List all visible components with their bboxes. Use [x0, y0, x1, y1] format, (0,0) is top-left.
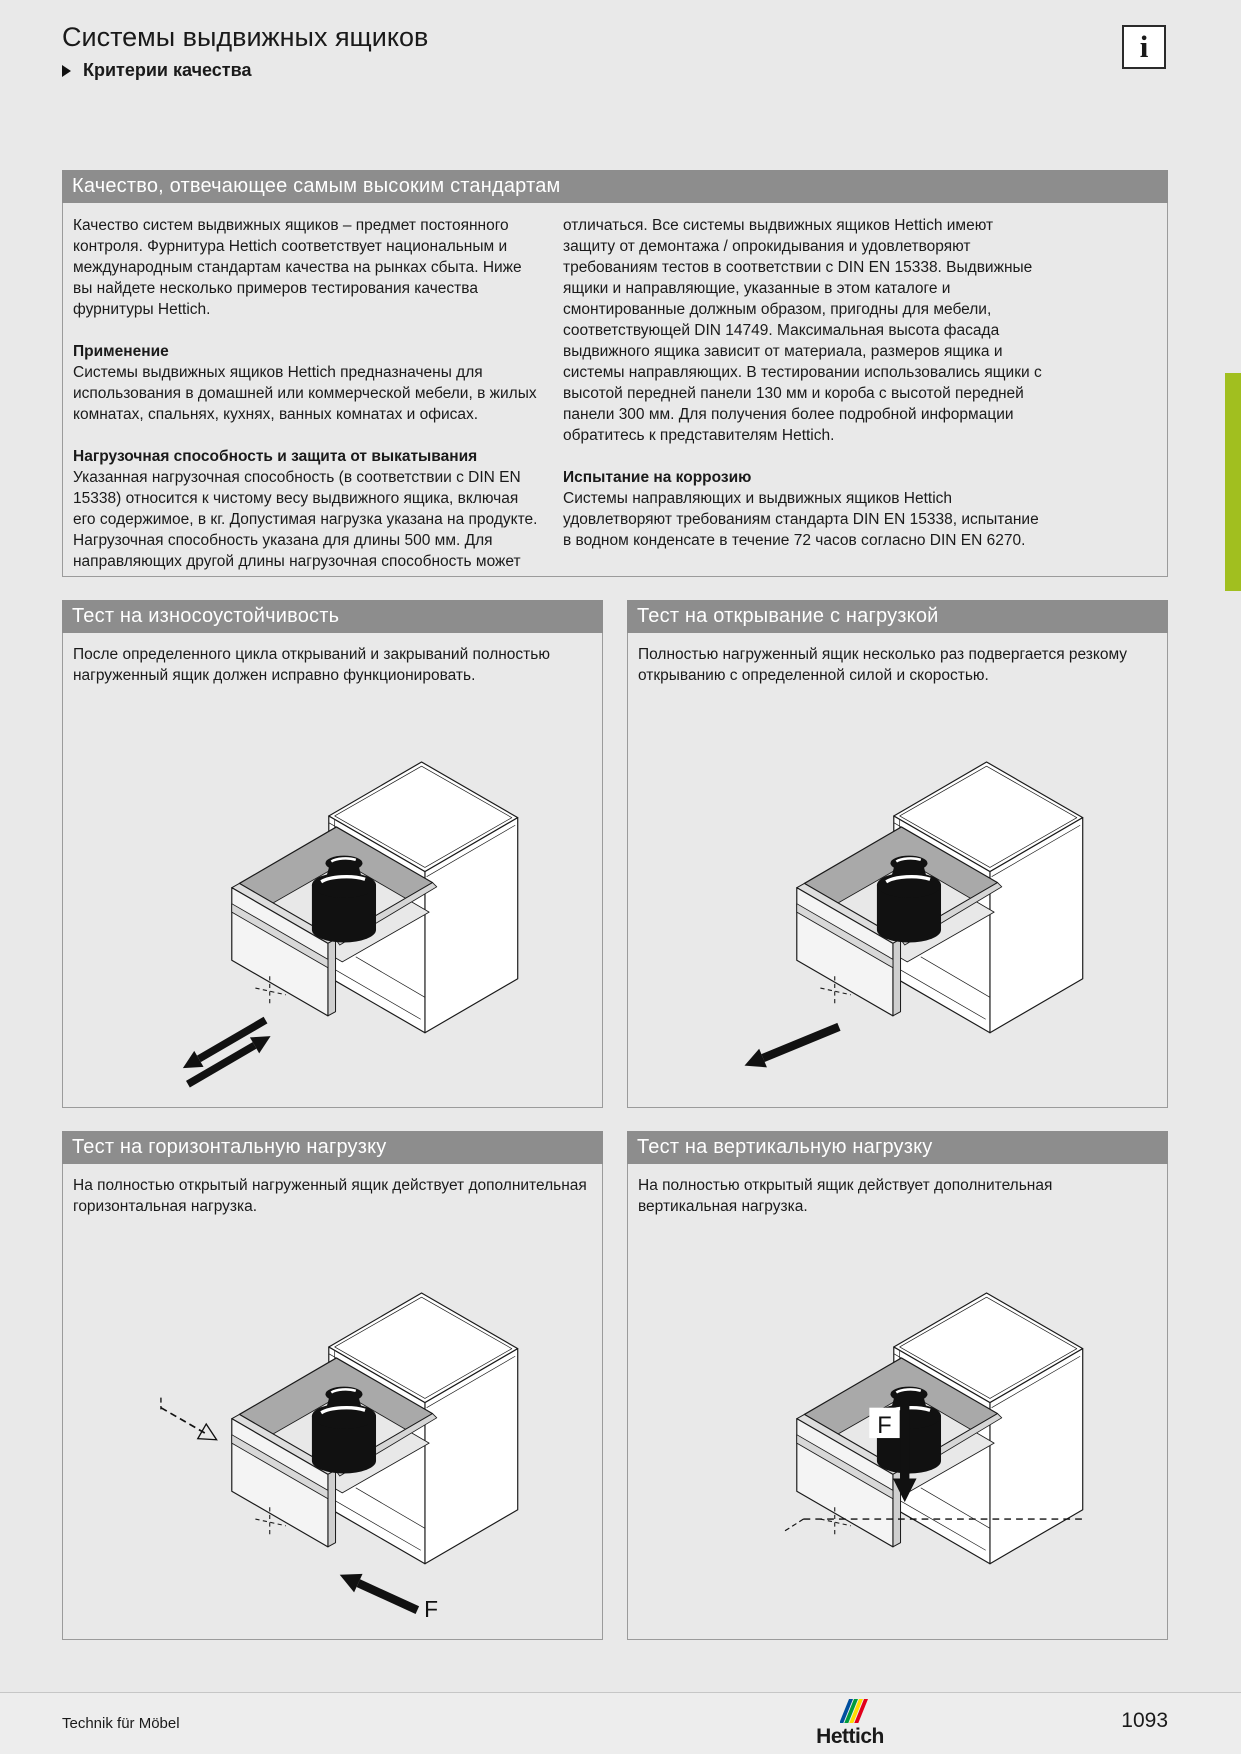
- test-box-opening-text: Полностью нагруженный ящик несколько раз подвергается резкому открыванию с определенной силой и скоростью.: [638, 646, 1128, 684]
- quality-text-column-right: [563, 215, 1049, 576]
- pull-push-arrows-icon: [182, 1020, 270, 1084]
- bullet-triangle-icon: [62, 65, 71, 77]
- page-footer: [0, 1692, 1241, 1754]
- test-box-wear-text: После определенного цикла открываний и закрываний полностью нагруженный ящик должен исправно функционировать.: [73, 646, 550, 684]
- hettich-logo-wordmark: Hettich: [816, 1725, 884, 1748]
- quality-section-body: [62, 203, 1168, 577]
- footer-tagline: Technik für Möbel: [62, 1715, 180, 1732]
- paragraph: Указанная нагрузочная способность (в соответствии с DIN EN 15338) относится к чистому весу выдвижного ящика, включая его содержимое, в кг. Допустимая нагрузка указана на продукте. Нагрузочная способность указана для длины 500 мм. Для направляющих другой длины нагрузочная способность может: [73, 469, 538, 570]
- chapter-side-tab: [1225, 373, 1241, 591]
- test-box-horizontal: [62, 1131, 603, 1640]
- drawer-cabinet-diagram-opening: [688, 708, 1108, 1096]
- paragraph: Системы выдвижных ящиков Hettich предназначены для использования в домашней или коммерческой мебели, в жилых комнатах, спальнях, кухнях, ванных комнатах и офисах.: [73, 364, 537, 423]
- test-box-vertical-text: На полностью открытый ящик действует дополнительная вертикальная нагрузка.: [638, 1177, 1053, 1215]
- subsection-heading: Нагрузочная способность и защита от выкатывания: [73, 448, 478, 465]
- quality-text-column-left: [73, 215, 543, 576]
- quality-section-header: Качество, отвечающее самым высоким стандартам: [62, 170, 1168, 203]
- test-box-vertical-header: Тест на вертикальную нагрузку: [627, 1131, 1168, 1164]
- drawer-cabinet-diagram-vertical: [688, 1239, 1108, 1627]
- test-box-opening-header: Тест на открывание с нагрузкой: [627, 600, 1168, 633]
- paragraph: Системы направляющих и выдвижных ящиков Hettich удовлетворяют требованиям стандарта DIN EN 15338, испытание в водном конденсате в течение 72 часов согласно DIN EN 6270.: [563, 490, 1039, 549]
- test-box-horizontal-header: Тест на горизонтальную нагрузку: [62, 1131, 603, 1164]
- test-box-wear-header: Тест на износоустойчивость: [62, 600, 603, 633]
- page-subtitle: Критерии качества: [83, 60, 252, 80]
- drawer-cabinet-diagram-horizontal: [123, 1239, 543, 1627]
- test-box-vertical: [627, 1131, 1168, 1640]
- hettich-logo-stripes-icon: [840, 1699, 874, 1723]
- force-label: F: [423, 1595, 438, 1622]
- hettich-logo: [815, 1699, 885, 1749]
- dashed-push-arrow-icon: [160, 1398, 216, 1440]
- paragraph: Качество систем выдвижных ящиков – предмет постоянного контроля. Фурнитура Hettich соответствует национальным и международным стандартам качества на рынках сбыта. Ниже вы найдете несколько примеров тестирования качества фурнитуры Hettich.: [73, 217, 522, 318]
- info-icon: [1122, 25, 1166, 69]
- paragraph: отличаться. Все системы выдвижных ящиков Hettich имеют защиту от демонтажа / опрокидывания и удовлетворяют требованиям тестов в соответствии с DIN EN 15338. Выдвижные ящики и направляющие, указанные в этом каталоге и смонтированные должным образом, пригодны для мебели, соответствующей DIN 14749. Максимальная высота фасада выдвижного ящика зависит от материала, размеров ящика и системы направляющих. В тестировании использовались ящики с высотой передней панели 130 мм и короба с высотой передней панели 300 мм. Для получения более подробной информации обратитесь к представителям Hettich.: [563, 217, 1042, 444]
- info-icon-glyph: i: [1139, 29, 1149, 64]
- subsection-heading: Испытание на коррозию: [563, 469, 752, 486]
- force-label: F: [876, 1413, 892, 1439]
- quality-section: [62, 170, 1168, 577]
- test-box-horizontal-text: На полностью открытый нагруженный ящик действует дополнительная горизонтальная нагрузка.: [73, 1177, 587, 1215]
- test-box-opening: [627, 600, 1168, 1108]
- page-number: 1093: [1121, 1709, 1168, 1732]
- pull-arrow-icon: [744, 1027, 838, 1067]
- drawer-cabinet-diagram-wear: [123, 708, 543, 1096]
- horizontal-force-arrow-icon: [339, 1574, 417, 1610]
- title-block: [62, 22, 428, 81]
- page-title: Системы выдвижных ящиков: [62, 22, 429, 52]
- test-box-wear: [62, 600, 603, 1108]
- subsection-heading: Применение: [73, 343, 169, 360]
